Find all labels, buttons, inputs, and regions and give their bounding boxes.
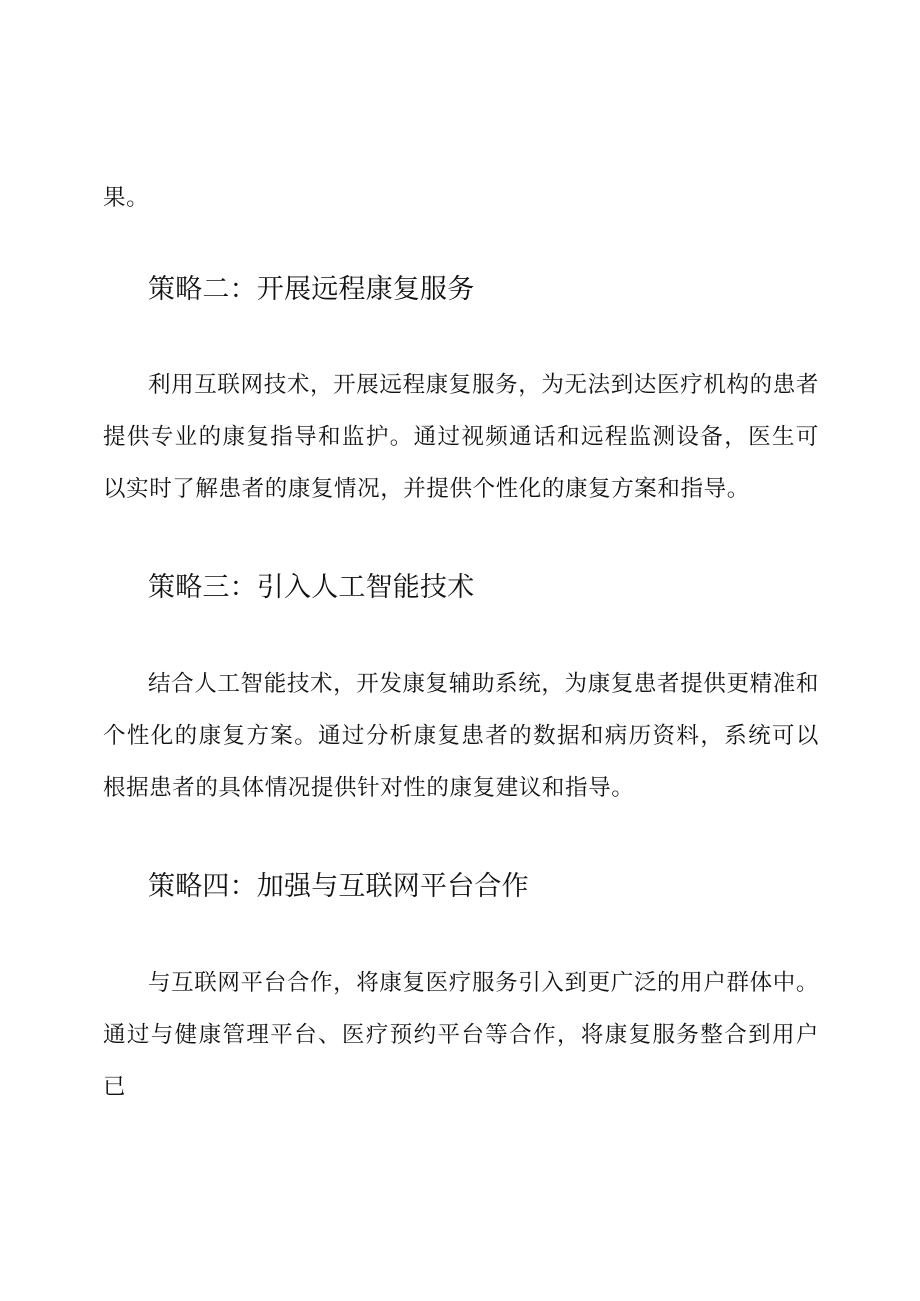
section-paragraph-strategy-2: 利用互联网技术，开展远程康复服务，为无法到达医疗机构的患者提供专业的康复指导和监护。通过视频通话和远程监测设备，医生可以实时了解患者的康复情况，并提供个性化的康复方案和指导。 (103, 372, 819, 502)
section-heading-strategy-3: 策略三：引入人工智能技术 (148, 572, 475, 603)
section-paragraph-strategy-3: 结合人工智能技术，开发康复辅助系统，为康复患者提供更精准和个性化的康复方案。通过分析康复患者的数据和病历资料，系统可以根据患者的具体情况提供针对性的康复建议和指导。 (103, 671, 819, 801)
section-paragraph-strategy-4: 与互联网平台合作，将康复医疗服务引入到更广泛的用户群体中。通过与健康管理平台、医疗预约平台等合作，将康复服务整合到用户已 (103, 970, 819, 1100)
section-heading-strategy-2: 策略二：开展远程康复服务 (148, 274, 475, 305)
continuation-text: 果。 (103, 185, 150, 211)
section-heading-strategy-4: 策略四：加强与互联网平台合作 (148, 871, 529, 902)
